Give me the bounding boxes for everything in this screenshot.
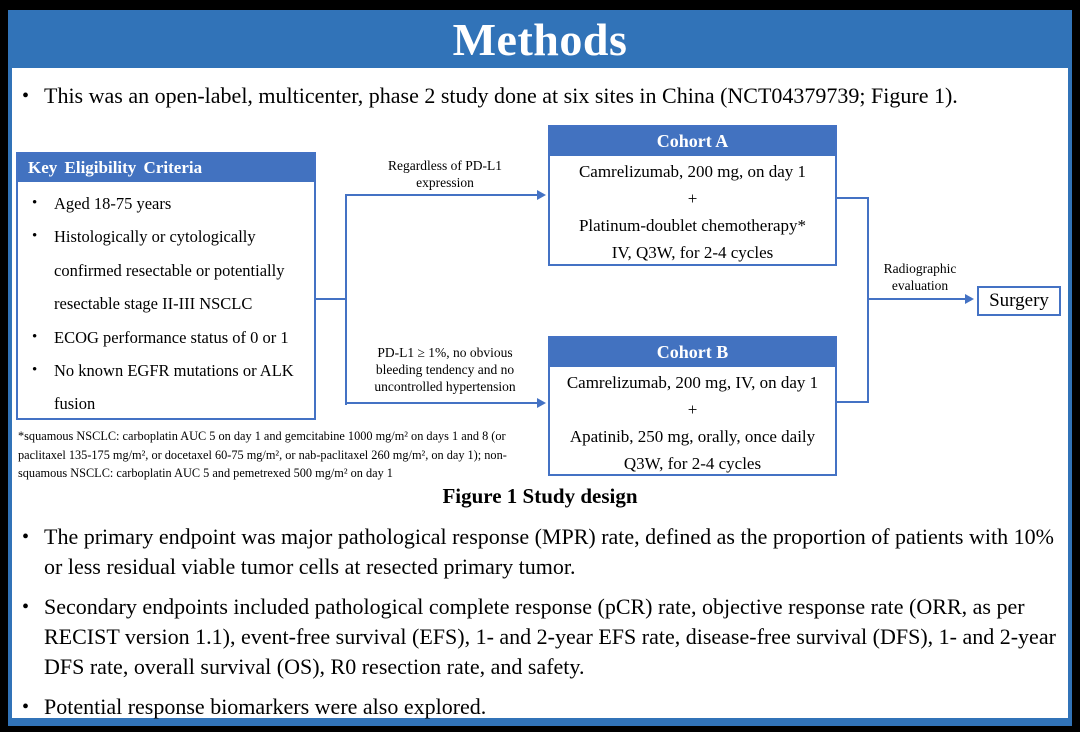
arrow-label-line: Regardless of PD-L1 [388,158,502,173]
slide-content [12,68,1068,718]
eligibility-item: • Aged 18-75 years [18,187,314,220]
arrow-label-cohort-a [342,157,548,191]
arrowhead-cohort-b-icon [537,398,546,408]
title-bar [8,10,1072,68]
eligibility-item: • Histologically or cytologically confirmed resectable or potentially resectable stage II-III NSCLC [18,220,314,320]
cohort-b-line: + [687,400,698,419]
cohort-a-box [548,125,837,266]
arrow-label-line: expression [416,175,474,190]
arrowhead-surgery-icon [965,294,974,304]
cohort-a-body [550,156,835,266]
cohort-a-header: Cohort A [550,127,835,156]
eligibility-list [18,182,314,421]
connector-arrow-cohort-a [345,194,537,196]
methods-slide [8,10,1072,726]
cohort-a-line: Camrelizumab, 200 mg, on day 1 [578,162,807,181]
connector-elig-stub [314,298,345,300]
arrow-label-cohort-b [342,344,548,395]
arrowhead-cohort-a-icon [537,190,546,200]
cohort-a-line: IV, Q3W, for 2-4 cycles [611,243,774,262]
biomarkers-bullet: • Potential response biomarkers were also explored. [20,692,1068,722]
connector-right-vertical [867,197,869,403]
figure-caption: Figure 1 Study design [442,484,638,508]
footnote-line: paclitaxel 135-175 mg/m², or docetaxel 60-75 mg/m², or nab-paclitaxel 260 mg/m², on day 1); non- [18,447,507,462]
surgery-box: Surgery [977,286,1061,316]
arrow-label-line: Radiographic [883,261,957,276]
eligibility-item: • ECOG performance status of 0 or 1 [18,321,314,354]
intro-bullet: • This was an open-label, multicenter, phase 2 study done at six sites in China (NCT04379739; Figure 1). [20,81,1068,111]
cohort-a-line: Platinum-doublet chemotherapy* [578,216,807,235]
cohort-b-box [548,336,837,476]
cohort-b-body [550,367,835,477]
cohort-b-line: Apatinib, 250 mg, orally, once daily [569,427,816,446]
arrow-label-line: bleeding tendency and no [375,362,515,377]
endpoint-primary-bullet: • The primary endpoint was major pathological response (MPR) rate, defined as the proportion of patients with 10% or less residual viable tumor cells at resected primary tumor. [20,522,1068,582]
cohort-b-header: Cohort B [550,338,835,367]
eligibility-header: Key Eligibility Criteria [18,154,314,182]
cohort-b-line: Camrelizumab, 200 mg, IV, on day 1 [566,373,819,392]
footnote-line: *squamous NSCLC: carboplatin AUC 5 on day 1 and gemcitabine 1000 mg/m² on days 1 and 8 (or [18,429,506,443]
arrow-label-line: uncontrolled hypertension [374,379,516,394]
arrow-label-line: evaluation [891,278,949,293]
eligibility-item: • No known EGFR mutations or ALK fusion [18,354,314,421]
arrow-label-line: PD-L1 ≥ 1%, no obvious [377,345,513,360]
footnote [18,427,507,483]
cohort-a-line: + [687,189,698,208]
footnote-line: squamous NSCLC: carboplatin AUC 5 and pemetrexed 500 mg/m² on day 1 [18,466,393,481]
endpoint-secondary-bullet: • Secondary endpoints included pathological complete response (pCR) rate, objective response rate (ORR, as per RECIST version 1.1), event-free survival (EFS), 1- and 2-year EFS rate, disease-free survival (DFS), 1- and 2-year DFS rate, overall survival (OS), R0 resection rate, and safety. [20,592,1068,682]
radiographic-evaluation-label [868,260,972,294]
connector-arrow-cohort-b [345,402,537,404]
eligibility-box [16,152,316,420]
connector-arrow-surgery [867,298,967,300]
cohort-b-line: Q3W, for 2-4 cycles [623,454,762,473]
connector-cohort-a-stub [837,197,869,199]
page-title: Methods [452,13,628,65]
connector-cohort-b-stub [837,401,869,403]
